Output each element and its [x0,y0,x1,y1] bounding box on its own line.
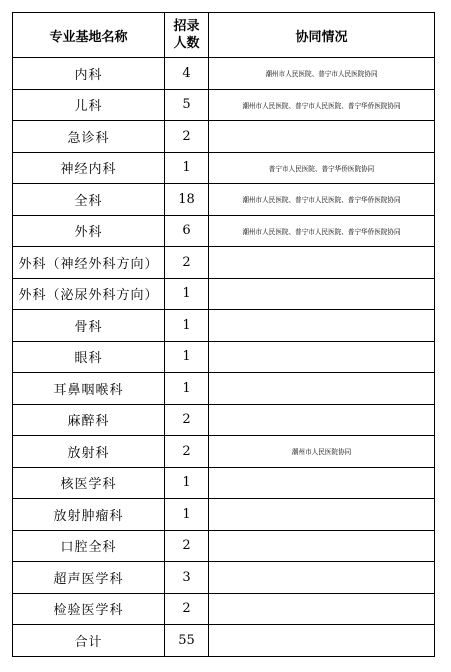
row-recruit-count: 2 [165,247,209,279]
row-cooperation: 潮州市人民医院、普宁市人民医院、普宁华侨医院协同 [209,184,435,216]
row-recruit-count: 1 [165,341,209,373]
row-recruit-count: 1 [165,499,209,531]
row-recruit-count: 1 [165,278,209,310]
row-cooperation: 潮州市人民医院、普宁市人民医院协同 [209,58,435,90]
row-base-name: 耳鼻咽喉科 [13,373,165,405]
header-row [13,13,435,58]
table-row [13,278,435,310]
row-recruit-count: 4 [165,58,209,90]
row-recruit-count: 2 [165,436,209,468]
row-cooperation: 潮州市人民医院协同 [209,436,435,468]
row-base-name: 外科（神经外科方向） [13,247,165,279]
header-recruit-count-text: 招录人数 [173,19,200,51]
row-base-name: 合计 [13,625,165,657]
row-base-name: 儿科 [13,89,165,121]
row-base-name: 全科 [13,184,165,216]
row-base-name: 急诊科 [13,121,165,153]
row-cooperation [209,373,435,405]
table-row [13,625,435,657]
row-base-name: 超声医学科 [13,562,165,594]
table-row [13,58,435,90]
row-recruit-count: 6 [165,215,209,247]
row-base-name: 麻醉科 [13,404,165,436]
row-recruit-count: 1 [165,152,209,184]
row-cooperation [209,341,435,373]
table-row [13,310,435,342]
row-cooperation [209,499,435,531]
row-recruit-count: 1 [165,373,209,405]
row-base-name: 放射肿瘤科 [13,499,165,531]
table-row [13,499,435,531]
row-base-name: 检验医学科 [13,593,165,625]
row-base-name: 眼科 [13,341,165,373]
table-row [13,373,435,405]
row-cooperation: 潮州市人民医院、普宁市人民医院、普宁华侨医院协同 [209,215,435,247]
row-recruit-count: 2 [165,593,209,625]
row-recruit-count: 2 [165,121,209,153]
header-cooperation: 协同情况 [209,13,435,58]
row-base-name: 放射科 [13,436,165,468]
row-base-name: 口腔全科 [13,530,165,562]
row-recruit-count: 55 [165,625,209,657]
row-base-name: 外科 [13,215,165,247]
row-recruit-count: 18 [165,184,209,216]
row-base-name: 内科 [13,58,165,90]
table-row [13,593,435,625]
row-base-name: 骨科 [13,310,165,342]
row-cooperation [209,310,435,342]
header-recruit-count [165,13,209,58]
table-row [13,215,435,247]
table-row [13,436,435,468]
table-row [13,121,435,153]
row-base-name: 核医学科 [13,467,165,499]
row-cooperation [209,247,435,279]
table-row [13,184,435,216]
row-recruit-count: 2 [165,404,209,436]
row-recruit-count: 3 [165,562,209,594]
table-row [13,341,435,373]
row-recruit-count: 1 [165,310,209,342]
row-cooperation [209,404,435,436]
table-row [13,247,435,279]
table-row [13,562,435,594]
table-row [13,467,435,499]
row-cooperation [209,278,435,310]
row-cooperation [209,562,435,594]
row-cooperation [209,467,435,499]
row-recruit-count: 1 [165,467,209,499]
row-recruit-count: 2 [165,530,209,562]
row-cooperation [209,625,435,657]
row-base-name: 外科（泌尿外科方向） [13,278,165,310]
row-base-name: 神经内科 [13,152,165,184]
table-row [13,530,435,562]
row-cooperation: 普宁市人民医院、普宁华侨医院协同 [209,152,435,184]
row-cooperation [209,530,435,562]
row-cooperation: 潮州市人民医院、普宁市人民医院、普宁华侨医院协同 [209,89,435,121]
table-body [13,58,435,657]
recruitment-table [12,12,435,657]
row-cooperation [209,121,435,153]
table-row [13,404,435,436]
table-row [13,152,435,184]
header-base-name: 专业基地名称 [13,13,165,58]
row-cooperation [209,593,435,625]
table-row [13,89,435,121]
row-recruit-count: 5 [165,89,209,121]
